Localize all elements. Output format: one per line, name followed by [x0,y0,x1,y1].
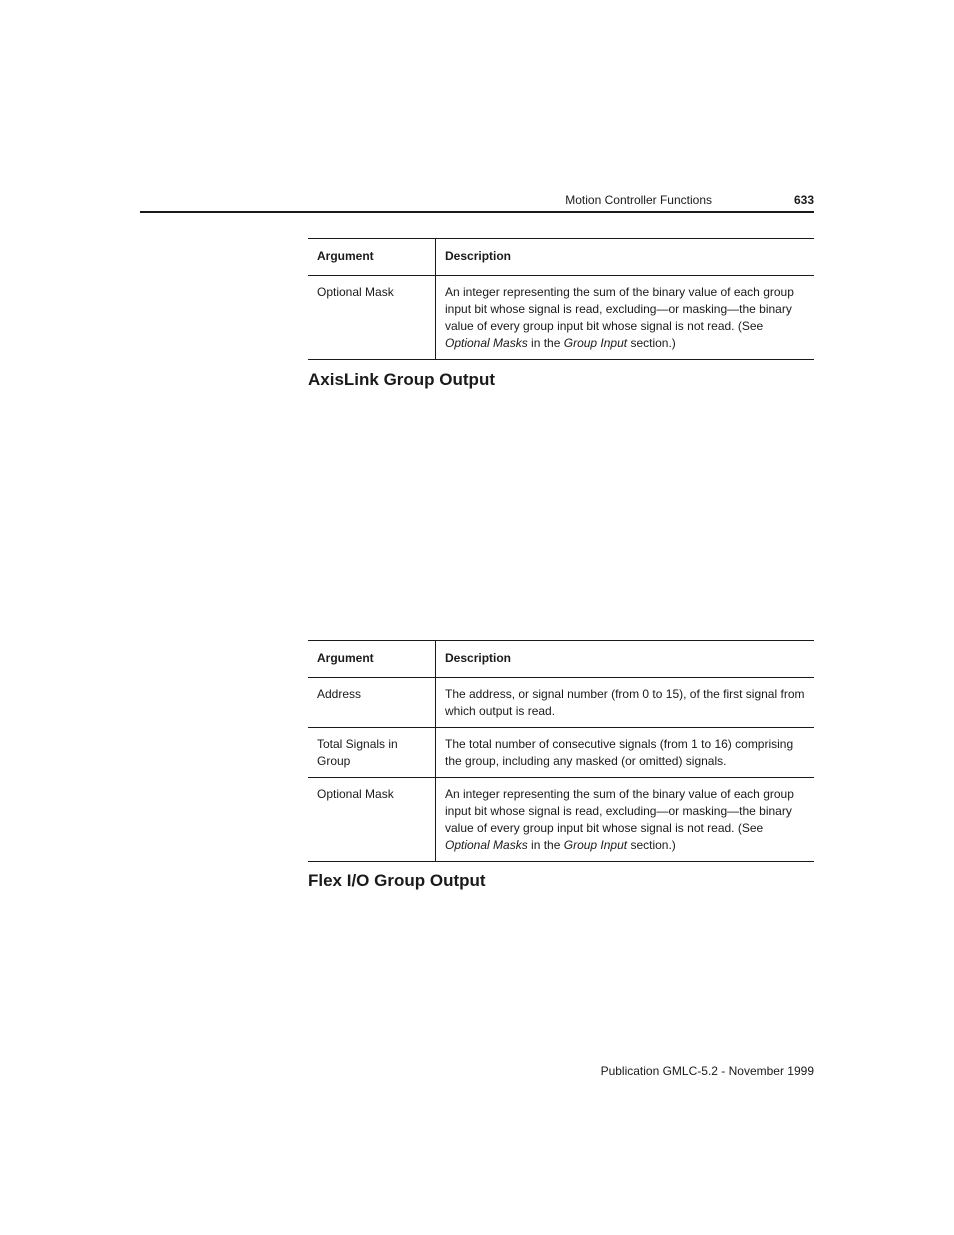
description-text: in the [527,336,564,350]
publication-footer: Publication GMLC-5.2 - November 1999 [600,1064,814,1078]
running-head-title: Motion Controller Functions [565,193,712,207]
description-italic-ref: Optional Masks [445,838,528,852]
description-text: An integer representing the sum of the binary value of each group input bit whose signal is read, excluding—or masking—the binary value of every group input bit whose signal is not read. (See [445,285,794,333]
section-heading-flex-io-group-output: Flex I/O Group Output [308,871,486,890]
description-cell: The address, or signal number (from 0 to 15), of the first signal from which output is read. [445,687,805,718]
table-header-row [308,239,814,276]
description-italic-ref: Group Input [563,336,628,350]
table-row [308,276,814,360]
table-header-row [308,641,814,678]
argument-table-group-input [308,238,814,360]
argument-cell: Total Signals in Group [308,728,436,778]
table-row [308,778,814,862]
section-heading-axislink-group-output: AxisLink Group Output [308,370,495,389]
argument-cell: Address [308,678,436,728]
column-header-argument: Argument [308,239,436,276]
description-italic-ref: Group Input [563,838,628,852]
page-number: 633 [793,193,814,207]
running-head [140,189,814,213]
table-row [308,678,814,728]
argument-table-axislink-group-output [308,640,814,862]
column-header-description: Description [445,249,512,263]
argument-cell: Optional Mask [308,276,436,360]
description-text: in the [527,838,564,852]
column-header-argument: Argument [308,641,436,678]
column-header-description: Description [445,651,512,665]
description-cell: The total number of consecutive signals (from 1 to 16) comprising the group, including any masked (or omitted) signals. [445,737,794,768]
description-cell [436,276,815,360]
description-italic-ref: Optional Masks [445,336,528,350]
description-cell [436,778,815,862]
table-row [308,728,814,778]
description-text: section.) [627,336,676,350]
description-text: An integer representing the sum of the binary value of each group input bit whose signal is read, excluding—or masking—the binary value of every group input bit whose signal is not read. (See [445,787,794,835]
argument-cell: Optional Mask [308,778,436,862]
description-text: section.) [627,838,676,852]
